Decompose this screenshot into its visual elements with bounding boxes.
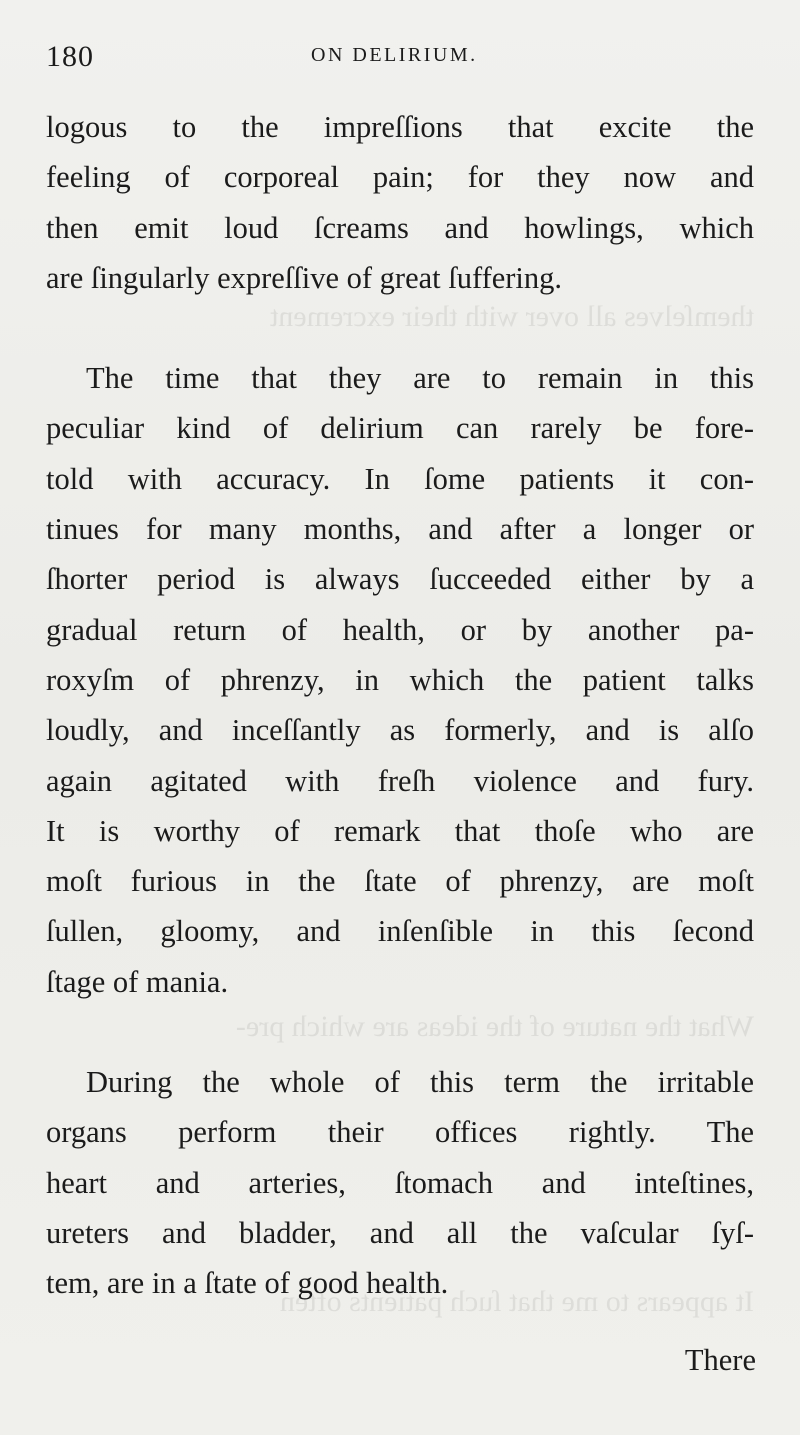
text-line: feeling of corporeal pain; for they now and	[46, 160, 754, 195]
text-line: The time that they are to remain in this	[86, 361, 754, 396]
text-line: heart and arteries, ſtomach and inteſtines,	[46, 1165, 754, 1200]
text-line: ſtage of mania.	[46, 964, 229, 999]
show-through-text: themſelves all over with their excrement	[270, 300, 754, 333]
text-line: tinues for many months, and after a longer or	[46, 512, 754, 547]
text-line: It is worthy of remark that thoſe who are	[46, 813, 754, 848]
text-line: peculiar kind of delirium can rarely be fore-	[46, 411, 754, 446]
text-line: told with accuracy. In ſome patients it con-	[46, 461, 754, 496]
text-line: roxyſm of phrenzy, in which the patient talks	[46, 662, 754, 697]
text-line: gradual return of health, or by another pa-	[46, 612, 754, 647]
text-line: again agitated with freſh violence and fury.	[46, 763, 754, 798]
text-line: During the whole of this term the irritable	[86, 1065, 754, 1100]
page-header	[46, 40, 756, 80]
text-line: ureters and bladder, and all the vaſcular ſyſ-	[46, 1215, 754, 1250]
text-line: then emit loud ſcreams and howlings, which	[46, 210, 754, 245]
text-line: ſullen, gloomy, and inſenſible in this ſecond	[46, 914, 754, 949]
text-line: are ſingularly expreſſive of great ſuffering.	[46, 260, 563, 295]
show-through-text: It appears to me that ſuch patients often	[279, 1285, 754, 1318]
text-line: ſhorter period is always ſucceeded either by a	[46, 562, 754, 597]
paragraph-3	[46, 1057, 754, 1308]
text-line: logous to the impreſſions that excite the	[46, 110, 754, 144]
text-line: loudly, and inceſſantly as formerly, and is alſo	[46, 713, 754, 748]
show-through-text: What the nature of the ideas are which pre-	[235, 1010, 754, 1043]
catchword: There	[684, 1343, 756, 1377]
paragraph-1	[46, 102, 754, 303]
paragraph-2	[46, 353, 754, 1007]
running-head: ON DELIRIUM.	[311, 44, 478, 66]
body-text	[46, 102, 754, 1309]
page-number: 180	[46, 40, 94, 73]
paragraph-gap	[46, 303, 754, 353]
text-line: tem, are in a ſtate of good health.	[46, 1266, 449, 1301]
paragraph-gap	[46, 1007, 754, 1057]
text-line: organs perform their offices rightly. The	[46, 1115, 754, 1150]
text-line: moſt furious in the ſtate of phrenzy, are moſt	[46, 864, 754, 899]
